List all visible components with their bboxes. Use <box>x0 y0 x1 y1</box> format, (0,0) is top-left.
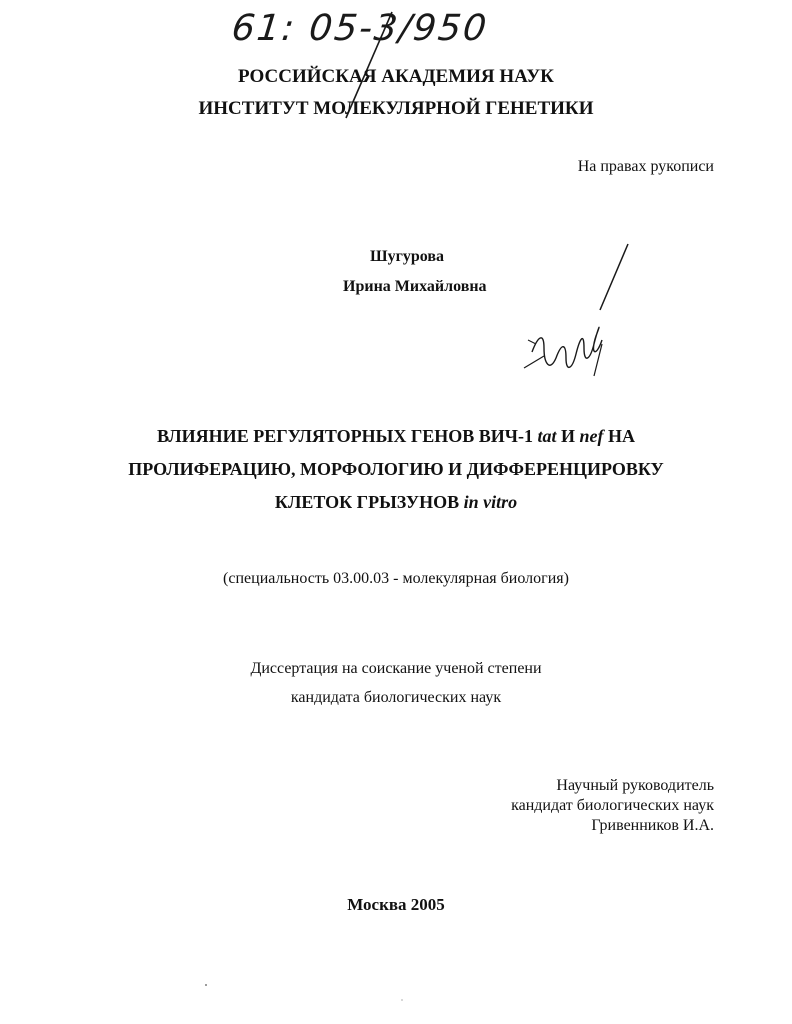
dissertation-degree-line2: кандидата биологических наук <box>290 689 502 706</box>
title-line3-part1: КЛЕТОК ГРЫЗУНОВ <box>274 492 464 512</box>
title-line1-part2: И <box>556 426 580 446</box>
org-name-line1: РОССИЙСКАЯ АКАДЕМИЯ НАУК <box>238 66 554 87</box>
supervisor-role: Научный руководитель <box>556 777 714 794</box>
dissertation-degree-line1: Диссертация на соискание ученой степени <box>250 660 542 677</box>
catalog-number: 61: 05-3/950 <box>229 8 491 49</box>
title-line2: ПРОЛИФЕРАЦИЮ, МОРФОЛОГИЮ И ДИФФЕРЕНЦИРОВКУ <box>128 459 664 479</box>
supervisor-degree: кандидат биологических наук <box>511 797 714 814</box>
title-line1-part1: ВЛИЯНИЕ РЕГУЛЯТОРНЫХ ГЕНОВ ВИЧ-1 <box>156 426 538 446</box>
specialty-line: (специальность 03.00.03 - молекулярная биология) <box>223 570 569 587</box>
supervisor-name: Гривенников И.А. <box>591 817 714 834</box>
author-given-names: Ирина Михайловна <box>343 278 487 295</box>
city-year: Москва 2005 <box>347 895 445 914</box>
title-gene-tat: tat <box>537 426 557 446</box>
rights-note: На правах рукописи <box>577 158 714 175</box>
title-line1-part3: НА <box>603 426 636 446</box>
author-surname: Шугурова <box>370 248 444 265</box>
org-name-line2: ИНСТИТУТ МОЛЕКУЛЯРНОЙ ГЕНЕТИКИ <box>198 98 594 119</box>
title-gene-nef: nef <box>579 426 604 446</box>
title-in-vitro: in vitro <box>463 492 518 512</box>
